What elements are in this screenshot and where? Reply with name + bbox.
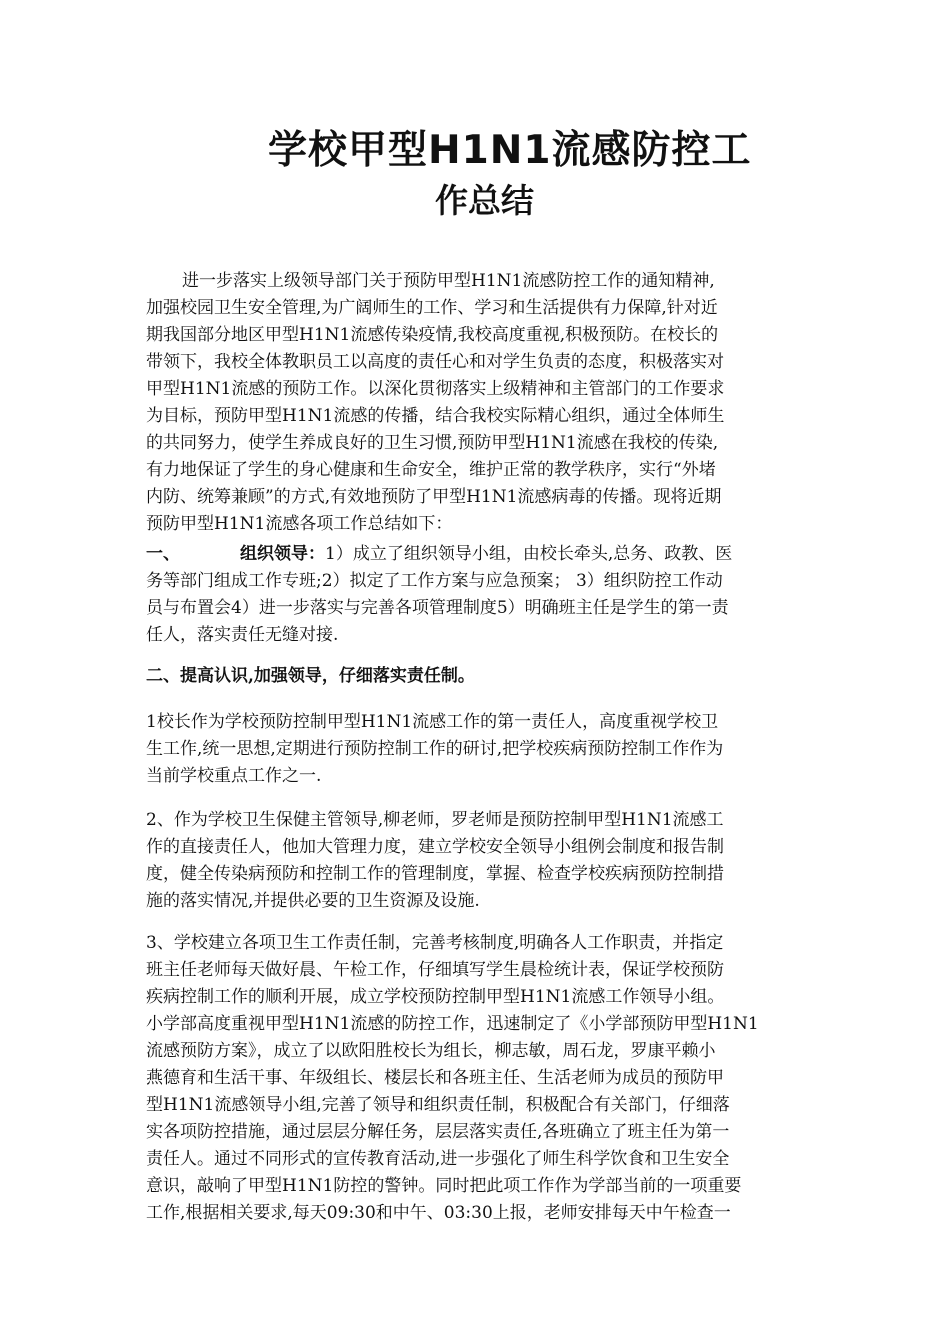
item-line: 3、学校建立各项卫生工作责任制，完善考核制度,明确各人工作职责，并指定 (146, 933, 724, 953)
section-number: 一、 (146, 544, 180, 564)
item-line: 责任人。通过不同形式的宣传教育活动,进一步强化了师生科学饮食和卫生安全 (146, 1149, 730, 1169)
item-line: 度，健全传染病预防和控制工作的管理制度，掌握、检查学校疾病预防控制措 (146, 864, 724, 884)
item-line: 当前学校重点工作之一. (146, 766, 322, 786)
item-line: 工作,根据相关要求,每天09:30和中午、03:30上报，老师安排每天中午检查一 (146, 1203, 731, 1223)
section-organization (146, 541, 810, 649)
item-3-paragraph (146, 930, 810, 1227)
item-line: 小学部高度重视甲型H1N1流感的防控工作，迅速制定了《小学部预防甲型H1N1 (146, 1014, 759, 1034)
intro-line: 预防甲型H1N1流感各项工作总结如下： (146, 514, 453, 534)
intro-line: 加强校园卫生安全管理,为广阔师生的工作、学习和生活提供有力保障,针对近 (146, 298, 718, 318)
item-line: 型H1N1流感领导小组,完善了领导和组织责任制，积极配合有关部门，仔细落 (146, 1095, 730, 1115)
item-line: 班主任老师每天做好晨、午检工作，仔细填写学生晨检统计表，保证学校预防 (146, 960, 724, 980)
section-line: 务等部门组成工作专班;2）拟定了工作方案与应急预案； 3）组织防控工作动 (146, 571, 723, 591)
section-line: 任人，落实责任无缝对接. (146, 625, 339, 645)
item-1-paragraph (146, 709, 810, 790)
item-line: 燕德育和生活干事、年级组长、楼层长和各班主任、生活老师为成员的预防甲 (146, 1068, 724, 1088)
item-line: 2、作为学校卫生保健主管领导,柳老师，罗老师是预防控制甲型H1N1流感工 (146, 810, 724, 830)
item-line: 疾病控制工作的顺利开展，成立学校预防控制甲型H1N1流感工作领导小组。 (146, 987, 725, 1007)
intro-line: 为目标，预防甲型H1N1流感的传播，结合我校实际精心组织，通过全体师生 (146, 406, 725, 426)
item-line: 实各项防控措施，通过层层分解任务，层层落实责任,各班确立了班主任为第一 (146, 1122, 730, 1142)
intro-line: 的共同努力，使学生养成良好的卫生习惯,预防甲型H1N1流感在我校的传染, (146, 433, 719, 453)
item-line: 生工作,统一思想,定期进行预防控制工作的研讨,把学校疾病预防控制工作作为 (146, 739, 724, 759)
item-line: 流感预防方案》，成立了以欧阳胜校长为组长，柳志敏，周石龙，罗康平赖小 (146, 1041, 716, 1061)
intro-line: 有力地保证了学生的身心健康和生命安全，维护正常的教学秩序，实行“外堵 (146, 460, 716, 480)
section-line: 员与布置会4）进一步落实与完善各项管理制度5）明确班主任是学生的第一责 (146, 598, 729, 618)
intro-line: 甲型H1N1流感的预防工作。以深化贯彻落实上级精神和主管部门的工作要求 (146, 379, 725, 399)
section-text: 1）成立了组织领导小组，由校长牵头,总务、政教、医 (325, 544, 733, 564)
intro-line: 带领下，我校全体教职员工以高度的责任心和对学生负责的态度，积极落实对 (146, 352, 724, 372)
section-heading: 组织领导： (240, 544, 325, 564)
item-line: 作的直接责任人，他加大管理力度，建立学校安全领导小组例会制度和报告制 (146, 837, 724, 857)
item-line: 1校长作为学校预防控制甲型H1N1流感工作的第一责任人，高度重视学校卫 (146, 712, 719, 732)
section-heading-2: 二、提高认识,加强领导，仔细落实责任制。 (146, 666, 475, 686)
item-line: 施的落实情况,并提供必要的卫生资源及设施. (146, 891, 480, 911)
document-title-line-2: 作总结 (435, 181, 534, 220)
intro-line: 期我国部分地区甲型H1N1流感传染疫情,我校高度重视,积极预防。在校长的 (146, 325, 719, 345)
intro-line: 进一步落实上级领导部门关于预防甲型H1N1流感防控工作的通知精神, (182, 271, 715, 291)
item-line: 意识，敲响了甲型H1N1防控的警钟。同时把此项工作作为学部当前的一项重要 (146, 1176, 742, 1196)
section-organization-first-line (146, 541, 810, 568)
intro-line: 内防、统筹兼顾”的方式,有效地预防了甲型H1N1流感病毒的传播。现将近期 (146, 487, 722, 507)
item-2-paragraph (146, 807, 810, 915)
document-title-line-1: 学校甲型H1N1流感防控工 (268, 128, 752, 173)
intro-paragraph (146, 268, 810, 538)
